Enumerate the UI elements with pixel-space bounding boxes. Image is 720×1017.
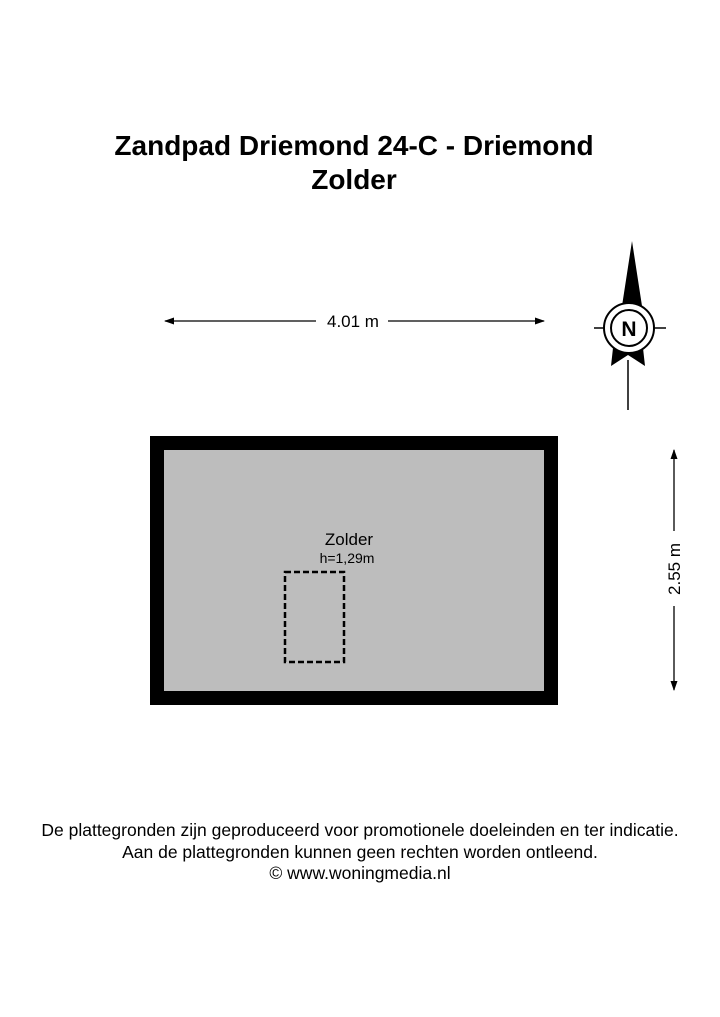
compass-icon: [594, 241, 666, 410]
floor-name: Zolder: [311, 164, 397, 195]
disclaimer-line-2: Aan de plattegronden kunnen geen rechten worden ontleend.: [122, 842, 598, 862]
disclaimer-line-1: De plattegronden zijn geproduceerd voor promotionele doeleinden en ter indicatie.: [41, 820, 679, 840]
depth-dimension: [665, 450, 684, 690]
room-zolder: [150, 436, 558, 705]
copyright-line: © www.woningmedia.nl: [269, 863, 451, 883]
room-height: h=1,29m: [319, 550, 375, 566]
width-dimension: [165, 312, 544, 331]
width-label: 4.01 m: [327, 312, 379, 331]
room-name: Zolder: [324, 530, 374, 549]
compass-north-label: N: [621, 318, 637, 341]
plan-title: Zandpad Driemond 24-C - Driemond: [114, 130, 594, 161]
depth-label: 2.55 m: [665, 543, 684, 595]
